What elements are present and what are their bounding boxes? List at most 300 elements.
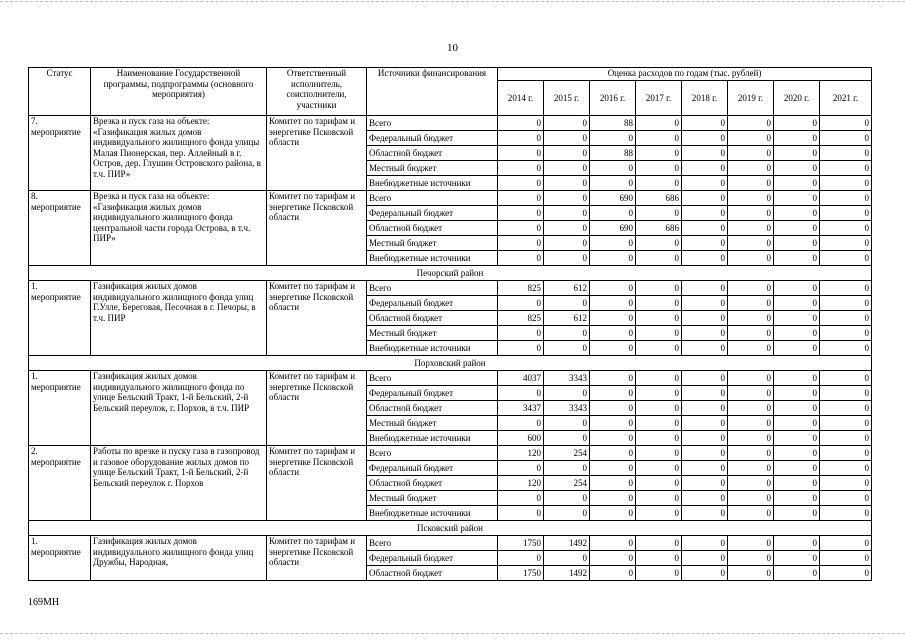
cost-value: 0	[682, 206, 728, 221]
funding-source: Внебюджетные источники	[367, 506, 498, 521]
district-row	[29, 521, 872, 536]
header-year: 2014 г.	[498, 81, 544, 116]
cost-value: 0	[682, 311, 728, 326]
cost-value: 0	[774, 251, 820, 266]
cost-value: 0	[590, 296, 636, 311]
cost-value: 0	[774, 416, 820, 431]
funding-source: Федеральный бюджет	[367, 386, 498, 401]
funding-source: Всего	[367, 371, 498, 386]
cost-value: 0	[498, 251, 544, 266]
measure-name: Газификация жилых домов индивидуального жилищного фонда по улице Бельский Тракт, 1-й Бельский, 2-й Бельский переулок, г. Порхов, в т.ч. ПИР	[91, 371, 267, 446]
cost-value: 0	[544, 431, 590, 446]
cost-value: 0	[544, 326, 590, 341]
table-row	[29, 281, 872, 296]
cost-value: 0	[544, 491, 590, 506]
cost-value: 0	[728, 236, 774, 251]
cost-value: 0	[636, 146, 682, 161]
table-row	[29, 116, 872, 131]
header-year: 2018 г.	[682, 81, 728, 116]
cost-value: 0	[590, 281, 636, 296]
cost-value: 0	[774, 506, 820, 521]
cost-value: 0	[682, 131, 728, 146]
cost-value: 0	[682, 401, 728, 416]
cost-value: 0	[774, 311, 820, 326]
cost-value: 0	[774, 461, 820, 476]
cost-value: 0	[636, 251, 682, 266]
cost-value: 0	[820, 551, 872, 566]
cost-value: 0	[682, 491, 728, 506]
cost-value: 0	[728, 371, 774, 386]
table-body	[29, 116, 872, 581]
cost-value: 0	[498, 131, 544, 146]
cost-value: 0	[498, 326, 544, 341]
cost-value: 0	[728, 176, 774, 191]
cost-value: 3343	[544, 371, 590, 386]
cost-value: 0	[682, 341, 728, 356]
cost-value: 0	[590, 401, 636, 416]
funding-source: Федеральный бюджет	[367, 551, 498, 566]
cost-value: 0	[774, 371, 820, 386]
cost-value: 0	[590, 476, 636, 491]
cost-value: 0	[590, 431, 636, 446]
cost-value: 0	[682, 476, 728, 491]
funding-source: Внебюджетные источники	[367, 341, 498, 356]
measure-name: Врезка и пуск газа на объекте: «Газификация жилых домов индивидуального жилищного фонда улицы Малая Пионерская, пер. Аллейный в г. Остров, дер. Глушин Островского района, в т.ч. ПИР»	[91, 116, 267, 191]
cost-value: 0	[682, 296, 728, 311]
cost-value: 0	[774, 116, 820, 131]
funding-source: Федеральный бюджет	[367, 131, 498, 146]
funding-source: Внебюджетные источники	[367, 176, 498, 191]
measure-executor: Комитет по тарифам и энергетике Псковской области	[267, 116, 367, 191]
district-row	[29, 356, 872, 371]
cost-value: 0	[682, 431, 728, 446]
table-row	[29, 446, 872, 461]
cost-value: 0	[728, 206, 774, 221]
cost-value: 0	[636, 536, 682, 551]
cost-value: 0	[544, 176, 590, 191]
cost-value: 0	[682, 386, 728, 401]
cost-value: 0	[820, 236, 872, 251]
cost-value: 88	[590, 146, 636, 161]
cost-value: 0	[636, 161, 682, 176]
funding-source: Местный бюджет	[367, 236, 498, 251]
cost-value: 0	[774, 176, 820, 191]
cost-value: 0	[728, 191, 774, 206]
cost-value: 0	[820, 386, 872, 401]
cost-value: 0	[544, 131, 590, 146]
measure-executor: Комитет по тарифам и энергетике Псковской области	[267, 281, 367, 356]
funding-source: Местный бюджет	[367, 491, 498, 506]
cost-value: 0	[636, 506, 682, 521]
cost-value: 0	[682, 236, 728, 251]
cost-value: 686	[636, 221, 682, 236]
cost-value: 0	[682, 536, 728, 551]
measure-name: Работы по врезке и пуску газа в газопровод и газовое оборудование жилых домов по улице Бельский Тракт, 1-й Бельский, 2-й Бельский переулок г. Порхов	[91, 446, 267, 521]
cost-value: 612	[544, 281, 590, 296]
cost-value: 0	[774, 146, 820, 161]
cost-value: 0	[590, 341, 636, 356]
cost-value: 0	[498, 386, 544, 401]
header-executor: Ответственный исполнитель, соисполнители, участники	[267, 68, 367, 116]
header-sources: Источники финансирования	[367, 68, 498, 116]
cost-value: 120	[498, 446, 544, 461]
cost-value: 0	[544, 461, 590, 476]
cost-value: 0	[498, 116, 544, 131]
cost-value: 0	[590, 506, 636, 521]
cost-value: 0	[590, 371, 636, 386]
cost-value: 690	[590, 191, 636, 206]
header-name: Наименование Государственной программы, подпрограммы (основного мероприятия)	[91, 68, 267, 116]
cost-value: 0	[820, 206, 872, 221]
cost-value: 0	[590, 446, 636, 461]
cost-value: 0	[820, 131, 872, 146]
funding-source: Областной бюджет	[367, 221, 498, 236]
funding-source: Областной бюджет	[367, 146, 498, 161]
cost-value: 0	[636, 206, 682, 221]
cost-value: 0	[636, 341, 682, 356]
cost-value: 0	[682, 251, 728, 266]
cost-value: 1492	[544, 566, 590, 581]
cost-value: 0	[682, 506, 728, 521]
cost-value: 0	[498, 176, 544, 191]
cost-value: 0	[544, 236, 590, 251]
header-status: Статус	[29, 68, 91, 116]
cost-value: 0	[774, 236, 820, 251]
table-header	[29, 68, 872, 116]
cost-value: 1750	[498, 566, 544, 581]
cost-value: 0	[590, 206, 636, 221]
cost-value: 0	[774, 131, 820, 146]
district-title: Порховский район	[29, 356, 872, 371]
district-title: Псковский район	[29, 521, 872, 536]
funding-source: Областной бюджет	[367, 566, 498, 581]
cost-value: 0	[544, 161, 590, 176]
cost-value: 0	[682, 326, 728, 341]
cost-value: 0	[498, 191, 544, 206]
cost-value: 0	[774, 491, 820, 506]
cost-value: 0	[820, 146, 872, 161]
cost-value: 0	[728, 161, 774, 176]
funding-source: Федеральный бюджет	[367, 206, 498, 221]
funding-source: Областной бюджет	[367, 311, 498, 326]
cost-value: 0	[636, 311, 682, 326]
funding-source: Всего	[367, 536, 498, 551]
measure-name: Газификация жилых домов индивидуального жилищного фонда улиц Г.Улле, Береговая, Песочная в г. Печоры, в т.ч. ПИР	[91, 281, 267, 356]
cost-value: 0	[774, 536, 820, 551]
funding-source: Местный бюджет	[367, 416, 498, 431]
funding-source: Всего	[367, 281, 498, 296]
cost-value: 0	[774, 221, 820, 236]
cost-value: 0	[590, 251, 636, 266]
cost-value: 0	[728, 326, 774, 341]
cost-value: 0	[544, 551, 590, 566]
cost-value: 0	[774, 386, 820, 401]
cost-value: 0	[682, 146, 728, 161]
funding-source: Внебюджетные источники	[367, 431, 498, 446]
cost-value: 0	[682, 281, 728, 296]
cost-value: 0	[544, 341, 590, 356]
measure-executor: Комитет по тарифам и энергетике Псковской области	[267, 446, 367, 521]
cost-value: 0	[820, 476, 872, 491]
cost-value: 0	[728, 461, 774, 476]
cost-value: 0	[636, 116, 682, 131]
cost-value: 0	[544, 251, 590, 266]
district-row	[29, 266, 872, 281]
cost-value: 0	[590, 176, 636, 191]
cost-value: 0	[590, 416, 636, 431]
cost-value: 0	[636, 461, 682, 476]
funding-source: Областной бюджет	[367, 476, 498, 491]
cost-value: 88	[590, 116, 636, 131]
cost-value: 0	[728, 491, 774, 506]
cost-value: 0	[544, 296, 590, 311]
measure-executor: Комитет по тарифам и энергетике Псковской области	[267, 536, 367, 581]
cost-value: 0	[544, 191, 590, 206]
cost-value: 0	[590, 491, 636, 506]
header-year: 2017 г.	[636, 81, 682, 116]
cost-value: 0	[728, 386, 774, 401]
cost-value: 0	[774, 281, 820, 296]
measure-name: Газификация жилых домов индивидуального жилищного фонда улиц Дружбы, Народная,	[91, 536, 267, 581]
cost-value: 0	[498, 506, 544, 521]
cost-value: 0	[728, 506, 774, 521]
cost-value: 0	[636, 476, 682, 491]
cost-value: 0	[590, 131, 636, 146]
cost-value: 0	[682, 371, 728, 386]
cost-value: 120	[498, 476, 544, 491]
cost-value: 0	[498, 296, 544, 311]
cost-value: 0	[498, 236, 544, 251]
cost-value: 0	[774, 326, 820, 341]
header-year: 2021 г.	[820, 81, 872, 116]
cost-value: 0	[590, 236, 636, 251]
cost-value: 0	[728, 536, 774, 551]
funding-source: Всего	[367, 191, 498, 206]
cost-value: 0	[590, 551, 636, 566]
district-title: Печорский район	[29, 266, 872, 281]
cost-value: 0	[544, 221, 590, 236]
measure-status: 1. мероприятие	[29, 281, 91, 356]
cost-value: 0	[636, 566, 682, 581]
cost-value: 0	[590, 566, 636, 581]
cost-value: 0	[544, 206, 590, 221]
measure-status: 8. мероприятие	[29, 191, 91, 266]
cost-value: 0	[728, 221, 774, 236]
cost-value: 0	[728, 401, 774, 416]
cost-value: 0	[820, 401, 872, 416]
cost-value: 0	[544, 416, 590, 431]
scan-edge-bottom	[0, 633, 905, 634]
cost-value: 0	[682, 461, 728, 476]
cost-value: 0	[636, 326, 682, 341]
cost-value: 0	[544, 146, 590, 161]
cost-value: 0	[544, 386, 590, 401]
cost-value: 0	[590, 326, 636, 341]
funding-source: Областной бюджет	[367, 401, 498, 416]
measure-executor: Комитет по тарифам и энергетике Псковской области	[267, 191, 367, 266]
cost-value: 0	[728, 146, 774, 161]
cost-value: 0	[636, 371, 682, 386]
cost-value: 0	[774, 341, 820, 356]
cost-value: 0	[820, 341, 872, 356]
cost-value: 0	[820, 536, 872, 551]
cost-value: 0	[636, 401, 682, 416]
cost-value: 0	[636, 131, 682, 146]
measure-name: Врезка и пуск газа на объекте: «Газификация жилых домов индивидуального жилищного фонда центральной части города Острова, в т.ч. ПИР»	[91, 191, 267, 266]
cost-value: 0	[820, 491, 872, 506]
header-year: 2015 г.	[544, 81, 590, 116]
cost-value: 825	[498, 281, 544, 296]
cost-value: 0	[498, 551, 544, 566]
cost-value: 0	[636, 416, 682, 431]
measure-executor: Комитет по тарифам и энергетике Псковской области	[267, 371, 367, 446]
cost-value: 0	[682, 176, 728, 191]
cost-value: 0	[774, 161, 820, 176]
cost-value: 0	[728, 446, 774, 461]
cost-value: 0	[774, 476, 820, 491]
cost-value: 254	[544, 476, 590, 491]
cost-value: 0	[682, 416, 728, 431]
cost-value: 0	[498, 461, 544, 476]
cost-value: 4037	[498, 371, 544, 386]
cost-value: 0	[820, 371, 872, 386]
cost-value: 0	[636, 551, 682, 566]
cost-value: 0	[636, 386, 682, 401]
funding-source: Местный бюджет	[367, 326, 498, 341]
cost-value: 0	[774, 566, 820, 581]
cost-value: 0	[682, 161, 728, 176]
cost-value: 0	[498, 221, 544, 236]
cost-value: 0	[820, 311, 872, 326]
cost-value: 0	[728, 566, 774, 581]
funding-source: Внебюджетные источники	[367, 251, 498, 266]
footer-code: 169МН	[28, 597, 60, 608]
cost-value: 0	[820, 116, 872, 131]
cost-value: 0	[820, 296, 872, 311]
cost-value: 0	[728, 281, 774, 296]
measure-status: 7. мероприятие	[29, 116, 91, 191]
cost-value: 0	[728, 116, 774, 131]
cost-value: 0	[728, 416, 774, 431]
table-row	[29, 371, 872, 386]
cost-value: 0	[590, 161, 636, 176]
cost-value: 0	[682, 551, 728, 566]
page-number: 10	[447, 42, 458, 54]
cost-value: 0	[498, 491, 544, 506]
cost-value: 0	[682, 221, 728, 236]
funding-source: Федеральный бюджет	[367, 461, 498, 476]
cost-value: 0	[820, 191, 872, 206]
cost-value: 0	[728, 296, 774, 311]
funding-source: Всего	[367, 446, 498, 461]
cost-value: 0	[682, 446, 728, 461]
cost-value: 612	[544, 311, 590, 326]
cost-value: 0	[774, 551, 820, 566]
cost-value: 0	[636, 296, 682, 311]
cost-value: 0	[636, 491, 682, 506]
cost-value: 0	[774, 401, 820, 416]
header-costs: Оценка расходов по годам (тыс. рублей)	[498, 68, 872, 81]
cost-value: 254	[544, 446, 590, 461]
cost-value: 0	[774, 446, 820, 461]
cost-value: 0	[682, 566, 728, 581]
cost-value: 0	[820, 281, 872, 296]
cost-value: 0	[774, 206, 820, 221]
cost-value: 0	[728, 311, 774, 326]
cost-value: 0	[636, 236, 682, 251]
cost-value: 0	[728, 551, 774, 566]
cost-value: 0	[820, 176, 872, 191]
cost-value: 0	[636, 176, 682, 191]
cost-value: 0	[820, 251, 872, 266]
cost-value: 825	[498, 311, 544, 326]
cost-value: 0	[820, 446, 872, 461]
cost-value: 0	[820, 221, 872, 236]
cost-value: 0	[820, 326, 872, 341]
measure-status: 1. мероприятие	[29, 371, 91, 446]
cost-value: 0	[544, 116, 590, 131]
cost-value: 0	[498, 341, 544, 356]
cost-value: 0	[682, 116, 728, 131]
header-year: 2019 г.	[728, 81, 774, 116]
cost-value: 0	[820, 461, 872, 476]
cost-value: 1750	[498, 536, 544, 551]
cost-value: 0	[774, 431, 820, 446]
cost-value: 3343	[544, 401, 590, 416]
cost-value: 1492	[544, 536, 590, 551]
cost-value: 0	[498, 206, 544, 221]
cost-value: 3437	[498, 401, 544, 416]
funding-source: Местный бюджет	[367, 161, 498, 176]
cost-value: 0	[590, 386, 636, 401]
cost-value: 0	[682, 191, 728, 206]
funding-source: Всего	[367, 116, 498, 131]
header-year: 2020 г.	[774, 81, 820, 116]
cost-value: 690	[590, 221, 636, 236]
cost-value: 0	[820, 431, 872, 446]
cost-value: 600	[498, 431, 544, 446]
cost-value: 0	[590, 461, 636, 476]
cost-value: 0	[728, 131, 774, 146]
expenses-table	[28, 67, 872, 581]
cost-value: 0	[498, 161, 544, 176]
cost-value: 0	[774, 296, 820, 311]
cost-value: 0	[774, 191, 820, 206]
cost-value: 0	[498, 416, 544, 431]
cost-value: 0	[820, 161, 872, 176]
cost-value: 0	[636, 431, 682, 446]
cost-value: 0	[590, 311, 636, 326]
table-row	[29, 536, 872, 551]
cost-value: 686	[636, 191, 682, 206]
cost-value: 0	[820, 416, 872, 431]
cost-value: 0	[728, 251, 774, 266]
cost-value: 0	[728, 431, 774, 446]
cost-value: 0	[728, 476, 774, 491]
measure-status: 1. мероприятие	[29, 536, 91, 581]
cost-value: 0	[728, 341, 774, 356]
measure-status: 2. мероприятие	[29, 446, 91, 521]
table-row	[29, 191, 872, 206]
cost-value: 0	[590, 536, 636, 551]
cost-value: 0	[544, 506, 590, 521]
cost-value: 0	[820, 506, 872, 521]
cost-value: 0	[636, 446, 682, 461]
cost-value: 0	[498, 146, 544, 161]
cost-value: 0	[820, 566, 872, 581]
header-year: 2016 г.	[590, 81, 636, 116]
scan-edge-top	[0, 1, 905, 2]
